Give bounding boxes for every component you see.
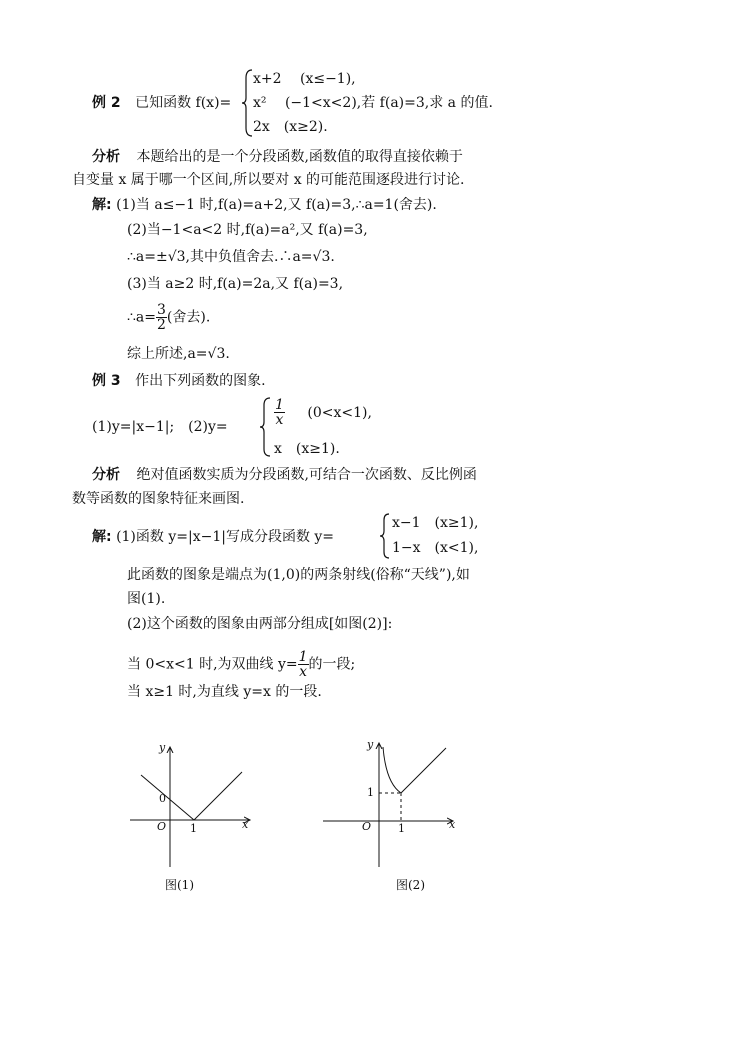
- ex2-case1: x+2 (x≤−1),: [253, 71, 356, 87]
- analysis1-line1: [92, 148, 463, 166]
- sol2-brace: [379, 512, 391, 560]
- sol2-fraction: [298, 650, 309, 679]
- sol2-frac-den: x: [299, 664, 308, 680]
- ex2-label: 例 2: [92, 95, 121, 111]
- ex3-case1: [274, 398, 372, 427]
- figure-2-graph: [318, 735, 460, 870]
- ex2-case2: x² (−1<x<2),若 f(a)=3,求 a 的值.: [253, 95, 493, 111]
- figure-2-caption: 图(2): [396, 878, 425, 892]
- sol1-line1: [92, 196, 437, 214]
- ex3-label: 例 3: [92, 373, 121, 389]
- sol1-l5a: ∴a=: [127, 309, 156, 326]
- sol2-case2: 1−x (x<1),: [392, 540, 479, 556]
- ex3-frac: [274, 398, 285, 427]
- analysis1-label: 分析: [92, 149, 120, 165]
- sol1-l5b: (舍去).: [166, 309, 211, 326]
- sol1-fraction: [156, 303, 167, 332]
- sol1-frac-num: 3: [156, 302, 166, 318]
- analysis2-label: 分析: [92, 467, 120, 483]
- fig1-tick-x: 1: [190, 822, 197, 835]
- fig2-tick-x: 1: [398, 822, 405, 835]
- ex3-frac-den: x: [275, 412, 284, 428]
- ex3-case1-cond: (0<x<1),: [307, 404, 372, 421]
- sol1-line3: ∴a=±√3,其中负值舍去.∴a=√3.: [127, 249, 335, 265]
- sol2-line4: (2)这个函数的图象由两部分组成[如图(2)]:: [127, 616, 393, 632]
- ex2-brace: [240, 68, 254, 138]
- fig1-left-ray: [141, 775, 194, 820]
- figure-1-caption: 图(1): [165, 878, 194, 892]
- ex3-frac-num: 1: [275, 397, 284, 413]
- fig1-y-label: y: [159, 741, 166, 754]
- ex2-prefix: 已知函数 f(x)=: [135, 95, 232, 111]
- ex3-brace: [258, 396, 272, 458]
- ex3-header: [92, 372, 266, 390]
- ex2-header: [92, 94, 231, 112]
- ex2-case3: 2x (x≥2).: [253, 119, 328, 135]
- sol1-line6: 综上所述,a=√3.: [127, 346, 230, 362]
- ex3-title: 作出下列函数的图象.: [135, 373, 266, 389]
- ex3-part1: (1)y=|x−1|; (2)y=: [92, 419, 228, 435]
- sol2-line5: [127, 650, 355, 679]
- sol2-line3: 图(1).: [127, 591, 166, 607]
- sol2-line6: 当 x≥1 时,为直线 y=x 的一段.: [127, 684, 322, 700]
- sol1-frac-den: 2: [156, 317, 166, 333]
- sol2-text1: (1)函数 y=|x−1|写成分段函数 y=: [116, 529, 335, 545]
- sol2-line1: [92, 528, 334, 546]
- fig2-y-label: y: [367, 738, 374, 751]
- fig2-x-label: x: [449, 818, 456, 831]
- fig1-x-label: x: [242, 818, 249, 831]
- sol2-case1: x−1 (x≥1),: [392, 515, 479, 531]
- fig2-line: [401, 748, 446, 793]
- analysis2-line2: 数等函数的图象特征来画图.: [72, 491, 245, 507]
- analysis2-text1: 绝对值函数实质为分段函数,可结合一次函数、反比例函: [136, 467, 477, 483]
- ex3-case2: x (x≥1).: [274, 441, 340, 457]
- fig2-origin: O: [362, 820, 372, 833]
- sol2-line2: 此函数的图象是端点为(1,0)的两条射线(俗称“天线”),如: [127, 567, 470, 583]
- fig1-right-ray: [194, 772, 242, 820]
- fig2-tick-y: 1: [367, 786, 374, 799]
- sol1-label: 解:: [92, 197, 112, 213]
- sol1-line2: (2)当−1<a<2 时,f(a)=a²,又 f(a)=3,: [127, 222, 368, 238]
- sol2-frac-num: 1: [298, 649, 308, 665]
- analysis1-text1: 本题给出的是一个分段函数,函数值的取得直接依赖于: [136, 149, 463, 165]
- sol1-line5: [127, 303, 210, 332]
- sol2-label: 解:: [92, 529, 112, 545]
- fig2-hyperbola: [383, 747, 401, 793]
- sol1-line4: (3)当 a≥2 时,f(a)=2a,又 f(a)=3,: [127, 276, 344, 292]
- sol2-l5b: 的一段;: [308, 656, 356, 673]
- fig1-tick-y: 0: [159, 792, 166, 805]
- sol1-text1: (1)当 a≤−1 时,f(a)=a+2,又 f(a)=3,∴a=1(舍去).: [116, 197, 437, 213]
- figure-1-graph: [125, 735, 260, 870]
- analysis1-line2: 自变量 x 属于哪一个区间,所以要对 x 的可能范围逐段进行讨论.: [72, 172, 465, 188]
- analysis2-line1: [92, 466, 477, 484]
- sol2-l5a: 当 0<x<1 时,为双曲线 y=: [127, 656, 298, 673]
- fig1-origin: O: [157, 820, 167, 833]
